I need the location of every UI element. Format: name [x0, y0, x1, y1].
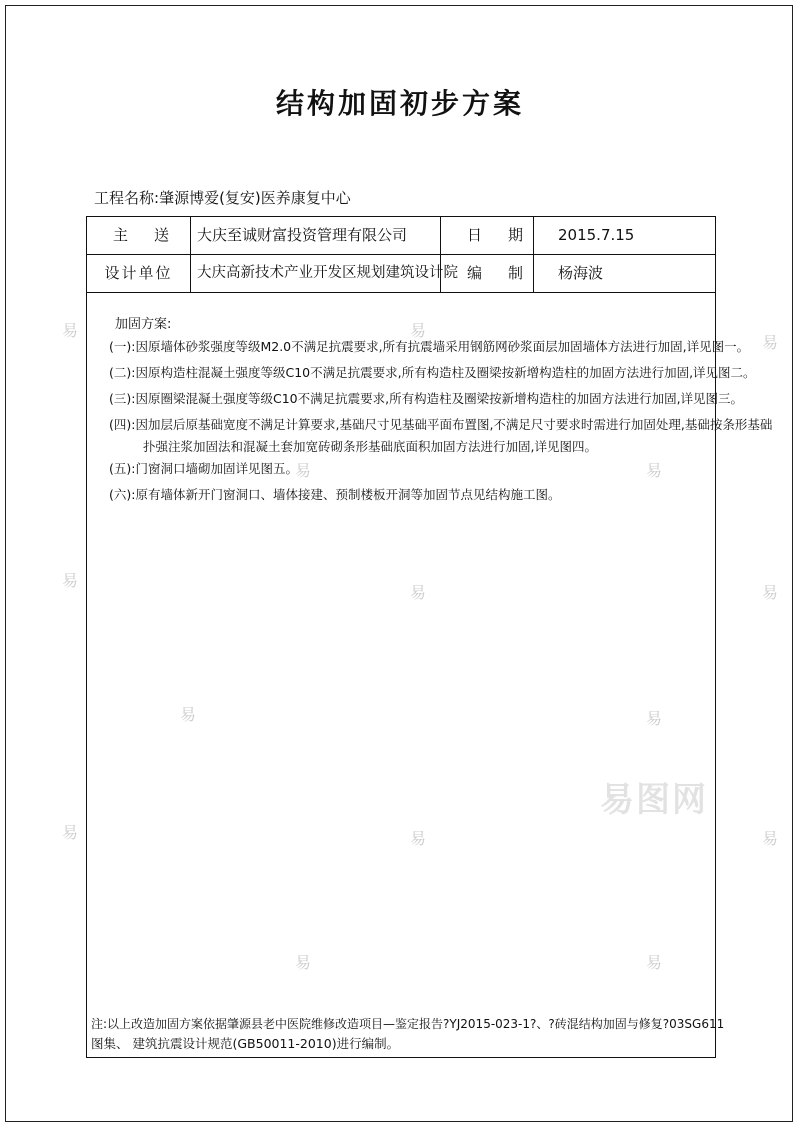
watermark-glyph: 易 — [762, 829, 779, 848]
watermark-brand-logo: 易图网 — [600, 780, 708, 820]
plan-item-4: (四):因加层后原基础宽度不满足计算要求,基础尺寸见基础平面布置图,不满足尺寸要求时需进行加固处理,基础按条形基础 — [109, 417, 773, 432]
watermark-glyph: 易 — [62, 321, 79, 340]
plan-item-6: (六):原有墙体新开门窗洞口、墙体接建、预制楼板开洞等加固节点见结构施工图。 — [109, 487, 561, 502]
watermark-glyph: 易 — [410, 583, 427, 602]
plan-heading: 加固方案: — [115, 317, 172, 332]
watermark-glyph: 易 — [646, 953, 663, 972]
design-unit-value: 大庆高新技术产业开发区规划建筑设计院 — [191, 255, 441, 292]
watermark-glyph: 易 — [295, 461, 312, 480]
watermark-glyph: 易 — [762, 583, 779, 602]
date-label: 日期 — [441, 217, 534, 254]
watermark-glyph: 易 — [646, 461, 663, 480]
plan-item-2: (二):因原构造柱混凝土强度等级C10不满足抗震要求,所有构造柱及圈梁按新增构造柱的加固方法进行加固,详见图二。 — [109, 365, 756, 380]
watermark-glyph: 易 — [646, 709, 663, 728]
recipient-row — [87, 217, 715, 255]
date-value: 2015.7.15 — [558, 226, 635, 244]
watermark-glyph: 易 — [62, 823, 79, 842]
watermark-glyph: 易 — [762, 333, 779, 352]
compile-value: 杨海波 — [558, 264, 604, 282]
project-name-label: 工程名称: — [94, 189, 160, 207]
watermark-glyph: 易 — [295, 953, 312, 972]
watermark-glyph: 易 — [180, 705, 197, 724]
watermark-glyph: 易 — [410, 321, 427, 340]
note — [91, 1014, 725, 1054]
watermark-glyph: 易 — [62, 571, 79, 590]
note-line-1: 注:以上改造加固方案依据肇源县老中医院维修改造项目—鉴定报告?YJ2015-023-1?、?砖混结构加固与修复?03SG611 — [91, 1017, 725, 1031]
design-unit-row — [87, 255, 715, 293]
watermark-glyph: 易 — [410, 829, 427, 848]
plan-item-4-continued: 扑强注浆加固法和混凝土套加宽砖砌条形基础底面积加固方法进行加固,详见图四。 — [143, 439, 597, 454]
document-sheet — [86, 216, 773, 1058]
recipient-value: 大庆至诚财富投资管理有限公司 — [191, 217, 441, 254]
recipient-label: 主送 — [87, 217, 191, 254]
plan-item-1: (一):因原墙体砂浆强度等级M2.0不满足抗震要求,所有抗震墙采用钢筋网砂浆面层加固墙体方法进行加固,详见图一。 — [109, 339, 750, 354]
project-name-value: 肇源博爱(复安)医养康复中心 — [159, 189, 351, 207]
design-unit-label: 设计单位 — [87, 255, 191, 292]
project-name — [94, 187, 351, 208]
page-title: 结构加固初步方案 — [275, 87, 524, 120]
plan-item-3: (三):因原圈梁混凝土强度等级C10不满足抗震要求,所有构造柱及圈梁按新增构造柱的加固方法进行加固,详见图三。 — [109, 391, 744, 406]
plan-item-5: (五):门窗洞口墙砌加固详见图五。 — [109, 461, 298, 476]
note-line-2: 图集、 建筑抗震设计规范(GB50011-2010)进行编制。 — [91, 1036, 400, 1051]
compile-label: 编制 — [441, 255, 534, 292]
